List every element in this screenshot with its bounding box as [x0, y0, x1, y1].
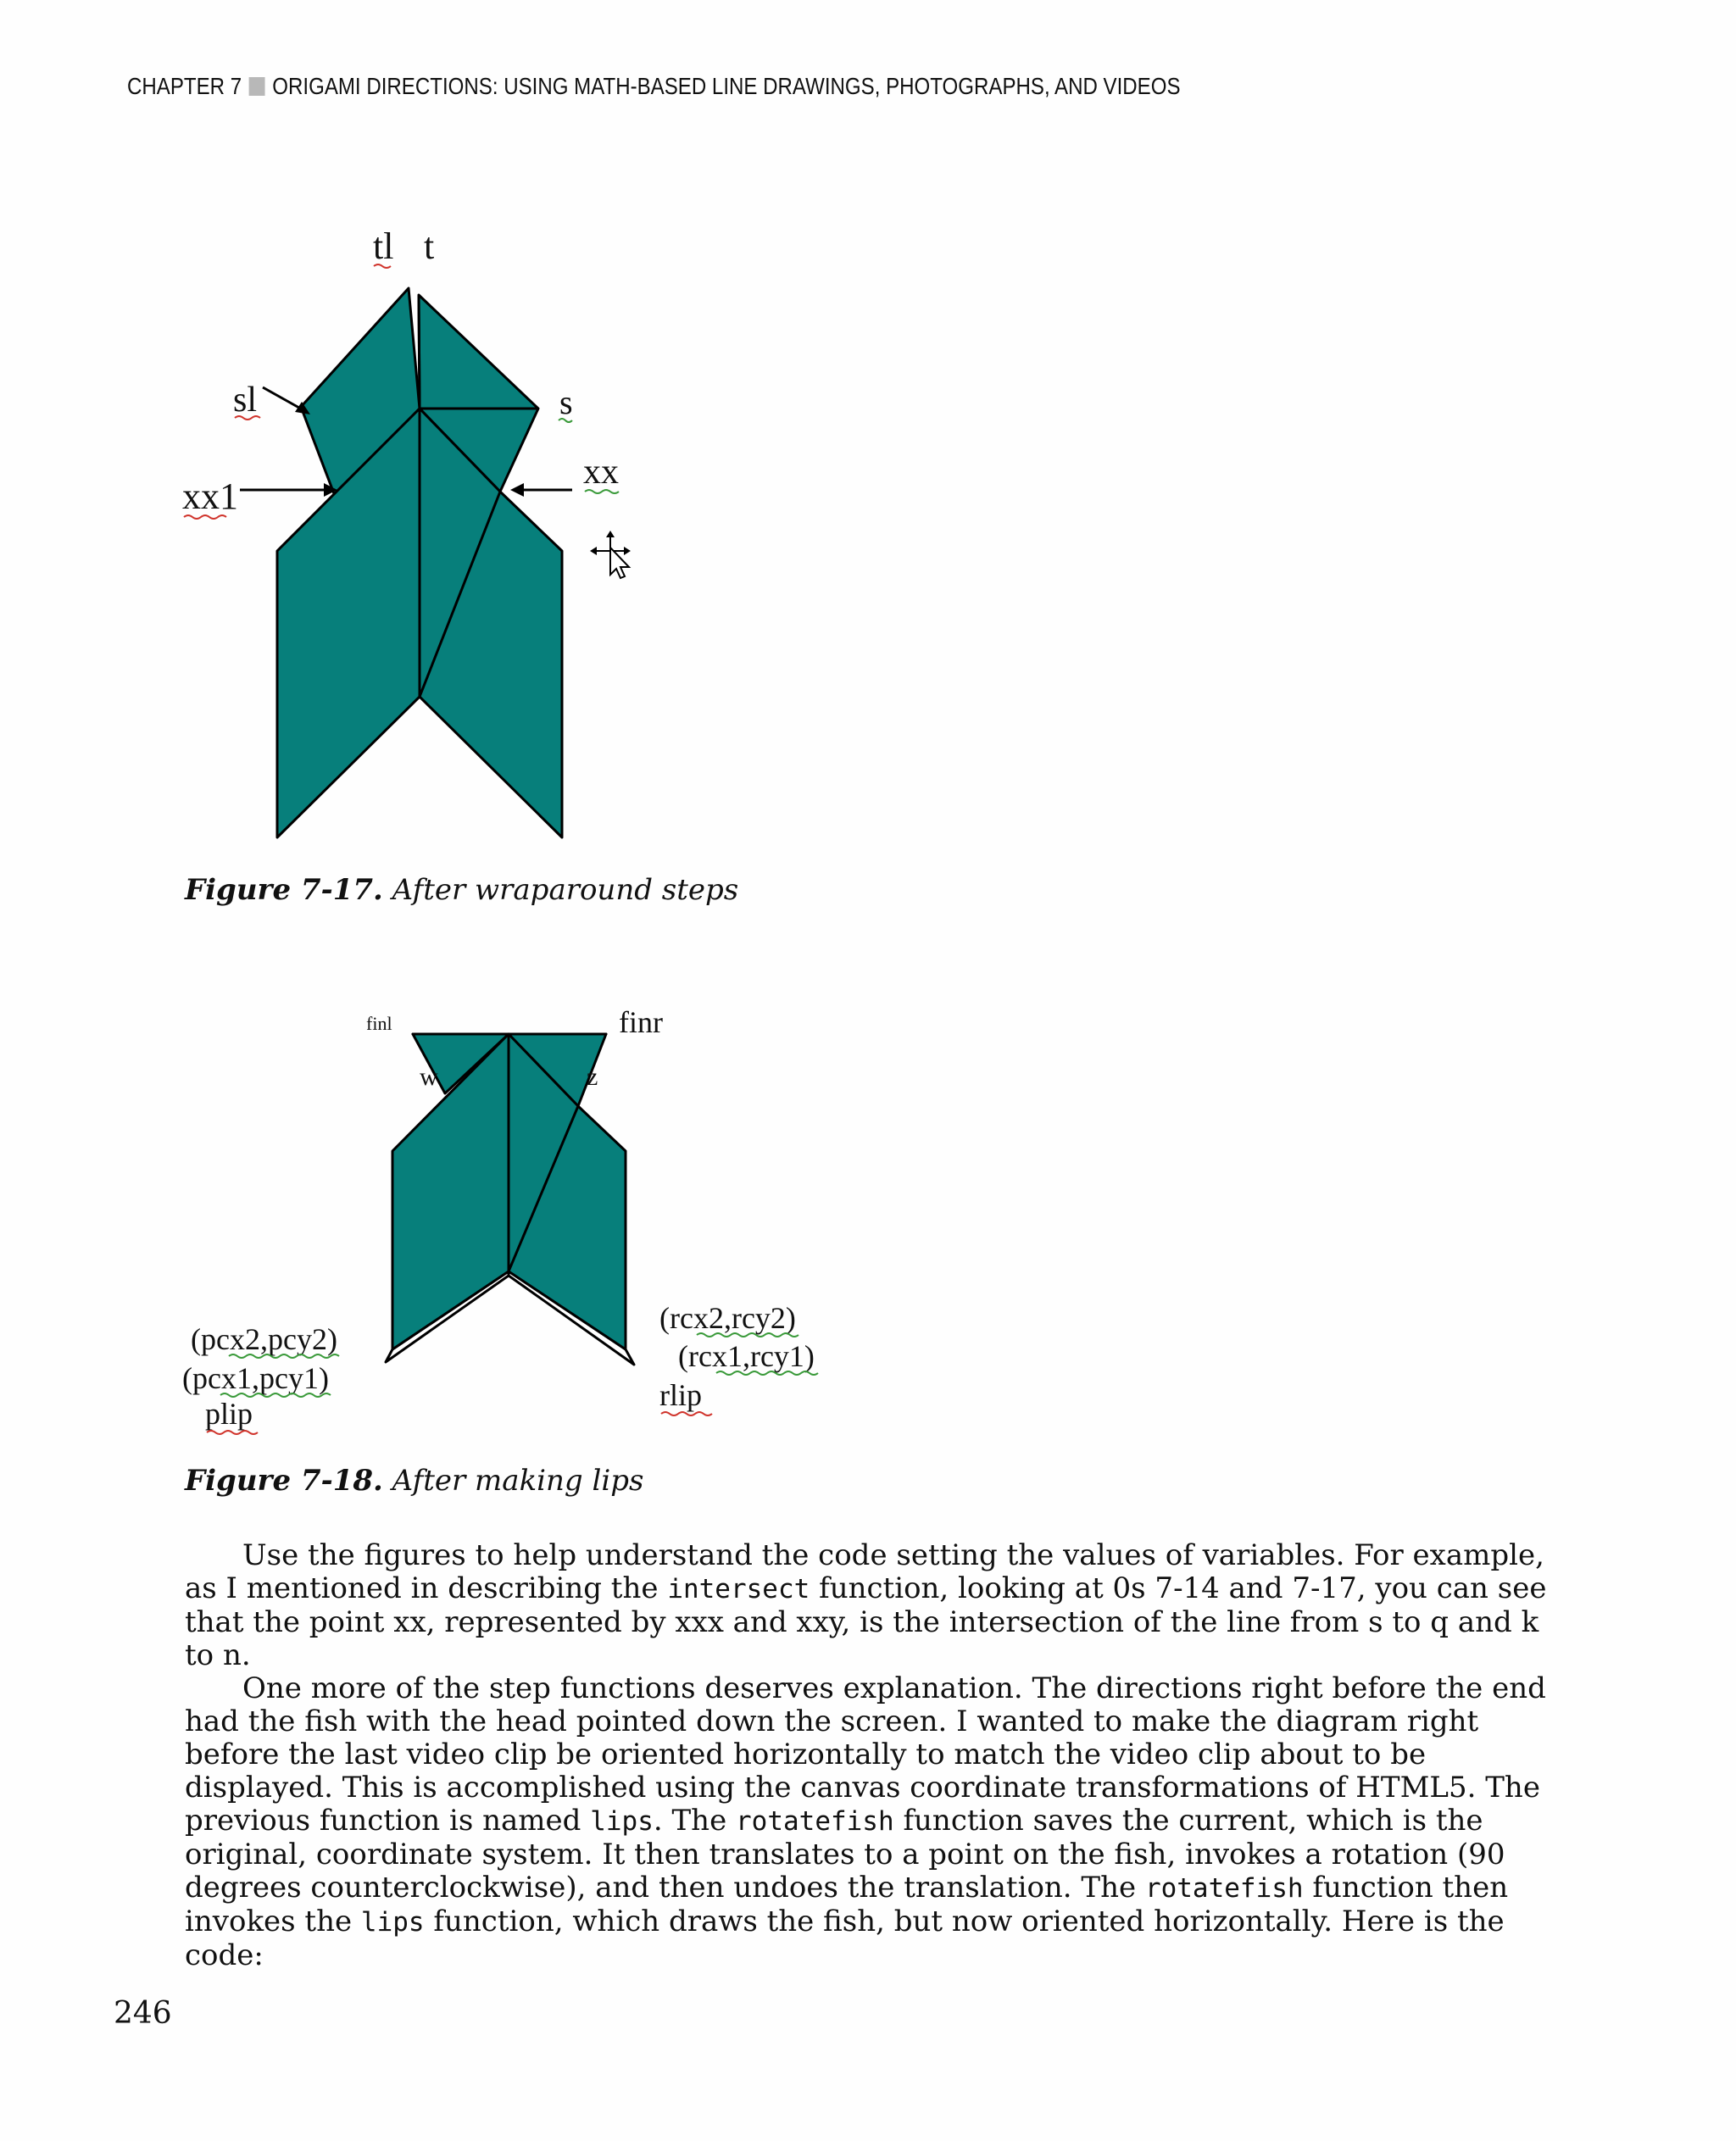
figure-7-17-diagram: [170, 212, 695, 856]
code-lips: lips: [360, 1907, 425, 1938]
label-finr: finr: [619, 1005, 663, 1039]
move-cursor-icon: [590, 531, 631, 578]
figure-7-17-number: Figure 7-17.: [185, 873, 383, 907]
spell-squiggle-xx1: [184, 515, 226, 519]
label-finl: finl: [366, 1013, 392, 1034]
label-rlip: rlip: [659, 1378, 702, 1412]
paragraph-1: Use the figures to help understand the code setting the values of variables. For example, as I mentioned in describing the intersect function, looking at 0s 7-14 and 7-17, you can see that the point xx, represented by xxx and xxy, is the intersection of the line from s to q and k to n.: [185, 1538, 1547, 1672]
figure-7-17-caption: [185, 873, 738, 907]
running-head: [127, 73, 1181, 100]
label-pcx2-pcy2: (pcx2,pcy2): [191, 1322, 337, 1356]
label-xx: xx: [583, 453, 619, 492]
square-separator-icon: [249, 77, 265, 96]
chapter-title: ORIGAMI DIRECTIONS: USING MATH-BASED LINE DRAWINGS, PHOTOGRAPHS, AND VIDEOS: [272, 73, 1181, 99]
label-sl: sl: [233, 381, 258, 420]
figure-7-17-caption-text: After wraparound steps: [382, 873, 739, 907]
label-s: s: [559, 383, 573, 421]
page-number: 246: [114, 1996, 172, 2031]
code-rotatefish: rotatefish: [736, 1806, 894, 1837]
label-z: z: [587, 1063, 598, 1091]
arrowhead-xx-icon: [510, 483, 524, 497]
label-tl: tl: [373, 225, 394, 267]
label-rcx2-rcy2: (rcx2,rcy2): [659, 1301, 796, 1335]
figure-7-18-diagram: [170, 992, 848, 1449]
code-lips: lips: [590, 1806, 654, 1837]
figure-7-18-caption-text: After making lips: [382, 1464, 644, 1498]
figure-7-18: [170, 992, 848, 1449]
figure-7-18-number: Figure 7-18.: [185, 1464, 383, 1498]
label-pcx1-pcy1: (pcx1,pcy1): [182, 1361, 329, 1395]
label-t: t: [424, 225, 435, 267]
code-intersect: intersect: [667, 1574, 810, 1604]
figure-7-18-caption: [185, 1464, 643, 1498]
chapter-label: CHAPTER 7: [127, 73, 242, 99]
label-w: w: [420, 1063, 438, 1091]
paragraph-2: One more of the step functions deserves explanation. The directions right before the end had the fish with the head pointed down the screen. I wanted to make the diagram right before the last video clip be oriented horizontally to match the video clip about to be displayed. This is accomplished using the canvas coordinate transformations of HTML5. The previous function is named lips. The rotatefish function saves the current, which is the original, coordinate system. It then translates to a point on the fish, invokes a rotation (90 degrees counterclockwise), and then undoes the translation. The rotatefish function then invokes the lips function, which draws the fish, but now oriented horizontally. Here is the code:: [185, 1671, 1546, 1972]
label-plip: plip: [205, 1397, 253, 1431]
body-text: [185, 1539, 1558, 1972]
label-rcx1-rcy1: (rcx1,rcy1): [678, 1339, 815, 1373]
label-xx1: xx1: [182, 475, 238, 517]
figure-7-17: [170, 212, 695, 856]
code-rotatefish: rotatefish: [1144, 1873, 1304, 1904]
